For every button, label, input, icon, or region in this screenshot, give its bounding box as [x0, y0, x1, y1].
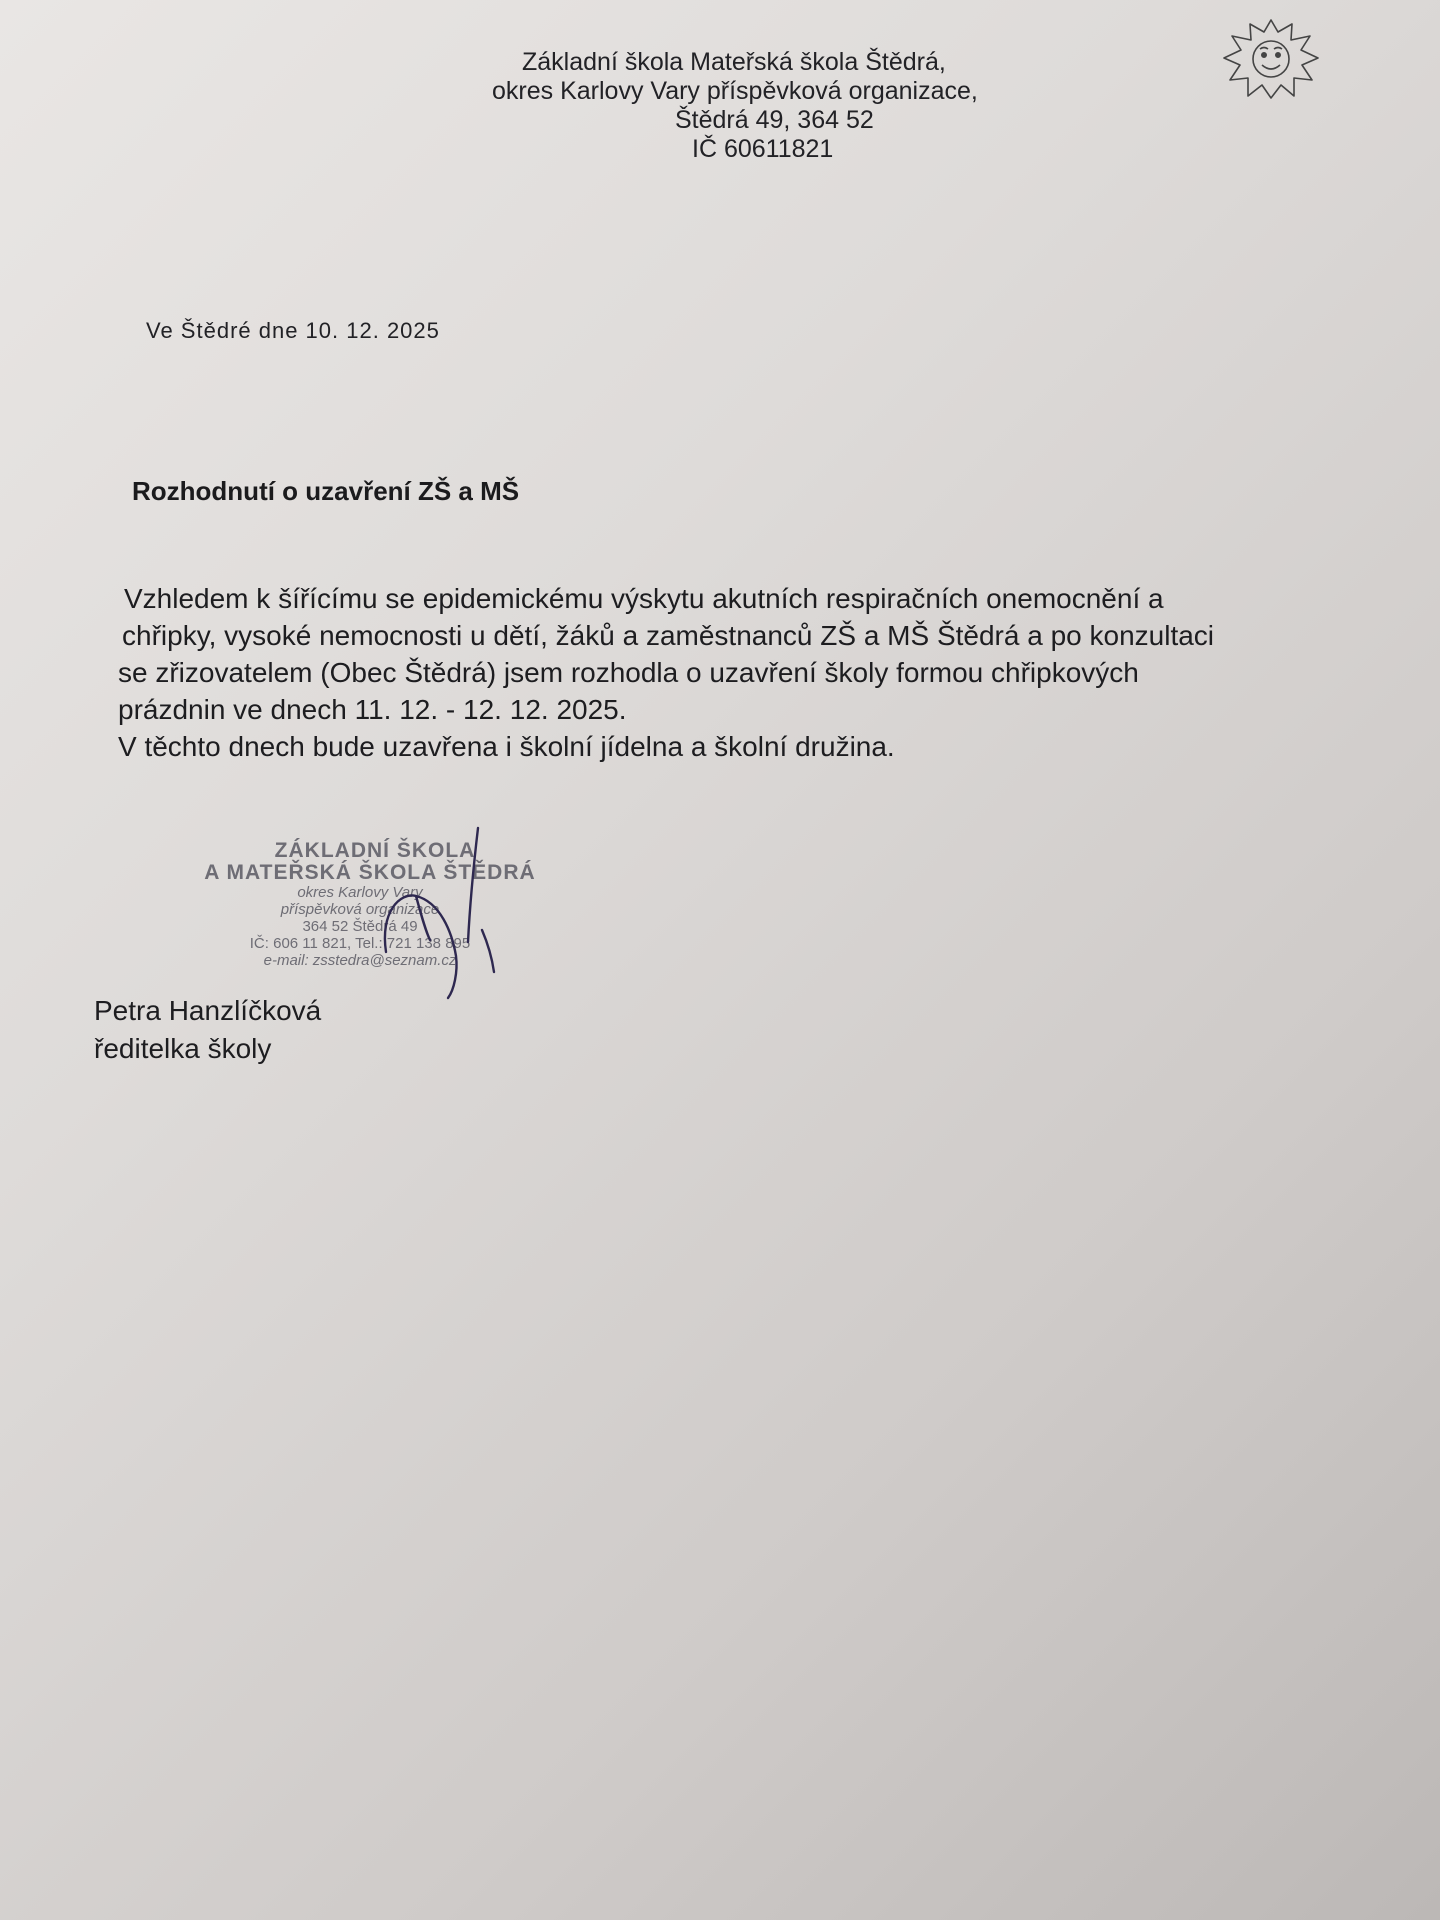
school-id: IČ 60611821 [692, 135, 834, 163]
stamp-line: okres Karlovy Vary [297, 884, 423, 901]
signer-block [94, 992, 321, 1068]
school-address: Štědrá 49, 364 52 [675, 106, 874, 134]
body-line: Vzhledem k šířícímu se epidemickému výskytu akutních respiračních onemocnění a [124, 583, 1164, 614]
body-line: prázdnin ve dnech 11. 12. - 12. 12. 2025. [118, 694, 627, 725]
letterhead [470, 48, 1090, 164]
signer-name: Petra Hanzlíčková [94, 995, 322, 1026]
date-line: Ve Štědré dne 10. 12. 2025 [146, 318, 440, 343]
body-line: chřipky, vysoké nemocnosti u dětí, žáků a zaměstnanců ZŠ a MŠ Štědrá a po konzultaci [122, 620, 1215, 651]
stamp-line: 364 52 Štědrá 49 [302, 918, 418, 935]
body-line: V těchto dnech bude uzavřena i školní jídelna a školní družina. [118, 731, 895, 762]
decision-text [118, 580, 1358, 765]
school-name: Základní škola Mateřská škola Štědrá, [522, 48, 946, 76]
stamp-line: IČ: 606 11 821, Tel.: 721 138 895 [249, 935, 471, 952]
stamp-line: e-mail: zsstedra@seznam.cz [263, 952, 457, 969]
handwritten-signature [370, 822, 510, 1002]
document-title: Rozhodnutí o uzavření ZŠ a MŠ [132, 476, 520, 506]
sun-icon [1222, 18, 1320, 100]
stamp-line: A MATEŘSKÁ ŠKOLA ŠTĚDRÁ [204, 861, 536, 884]
stamp-line: ZÁKLADNÍ ŠKOLA [274, 839, 476, 862]
signer-role: ředitelka školy [94, 1033, 272, 1064]
school-district: okres Karlovy Vary příspěvková organizace, [492, 77, 978, 105]
body-line: se zřizovatelem (Obec Štědrá) jsem rozhodla o uzavření školy formou chřipkových [118, 657, 1139, 688]
stamp-line: příspěvková organizace [280, 901, 440, 918]
